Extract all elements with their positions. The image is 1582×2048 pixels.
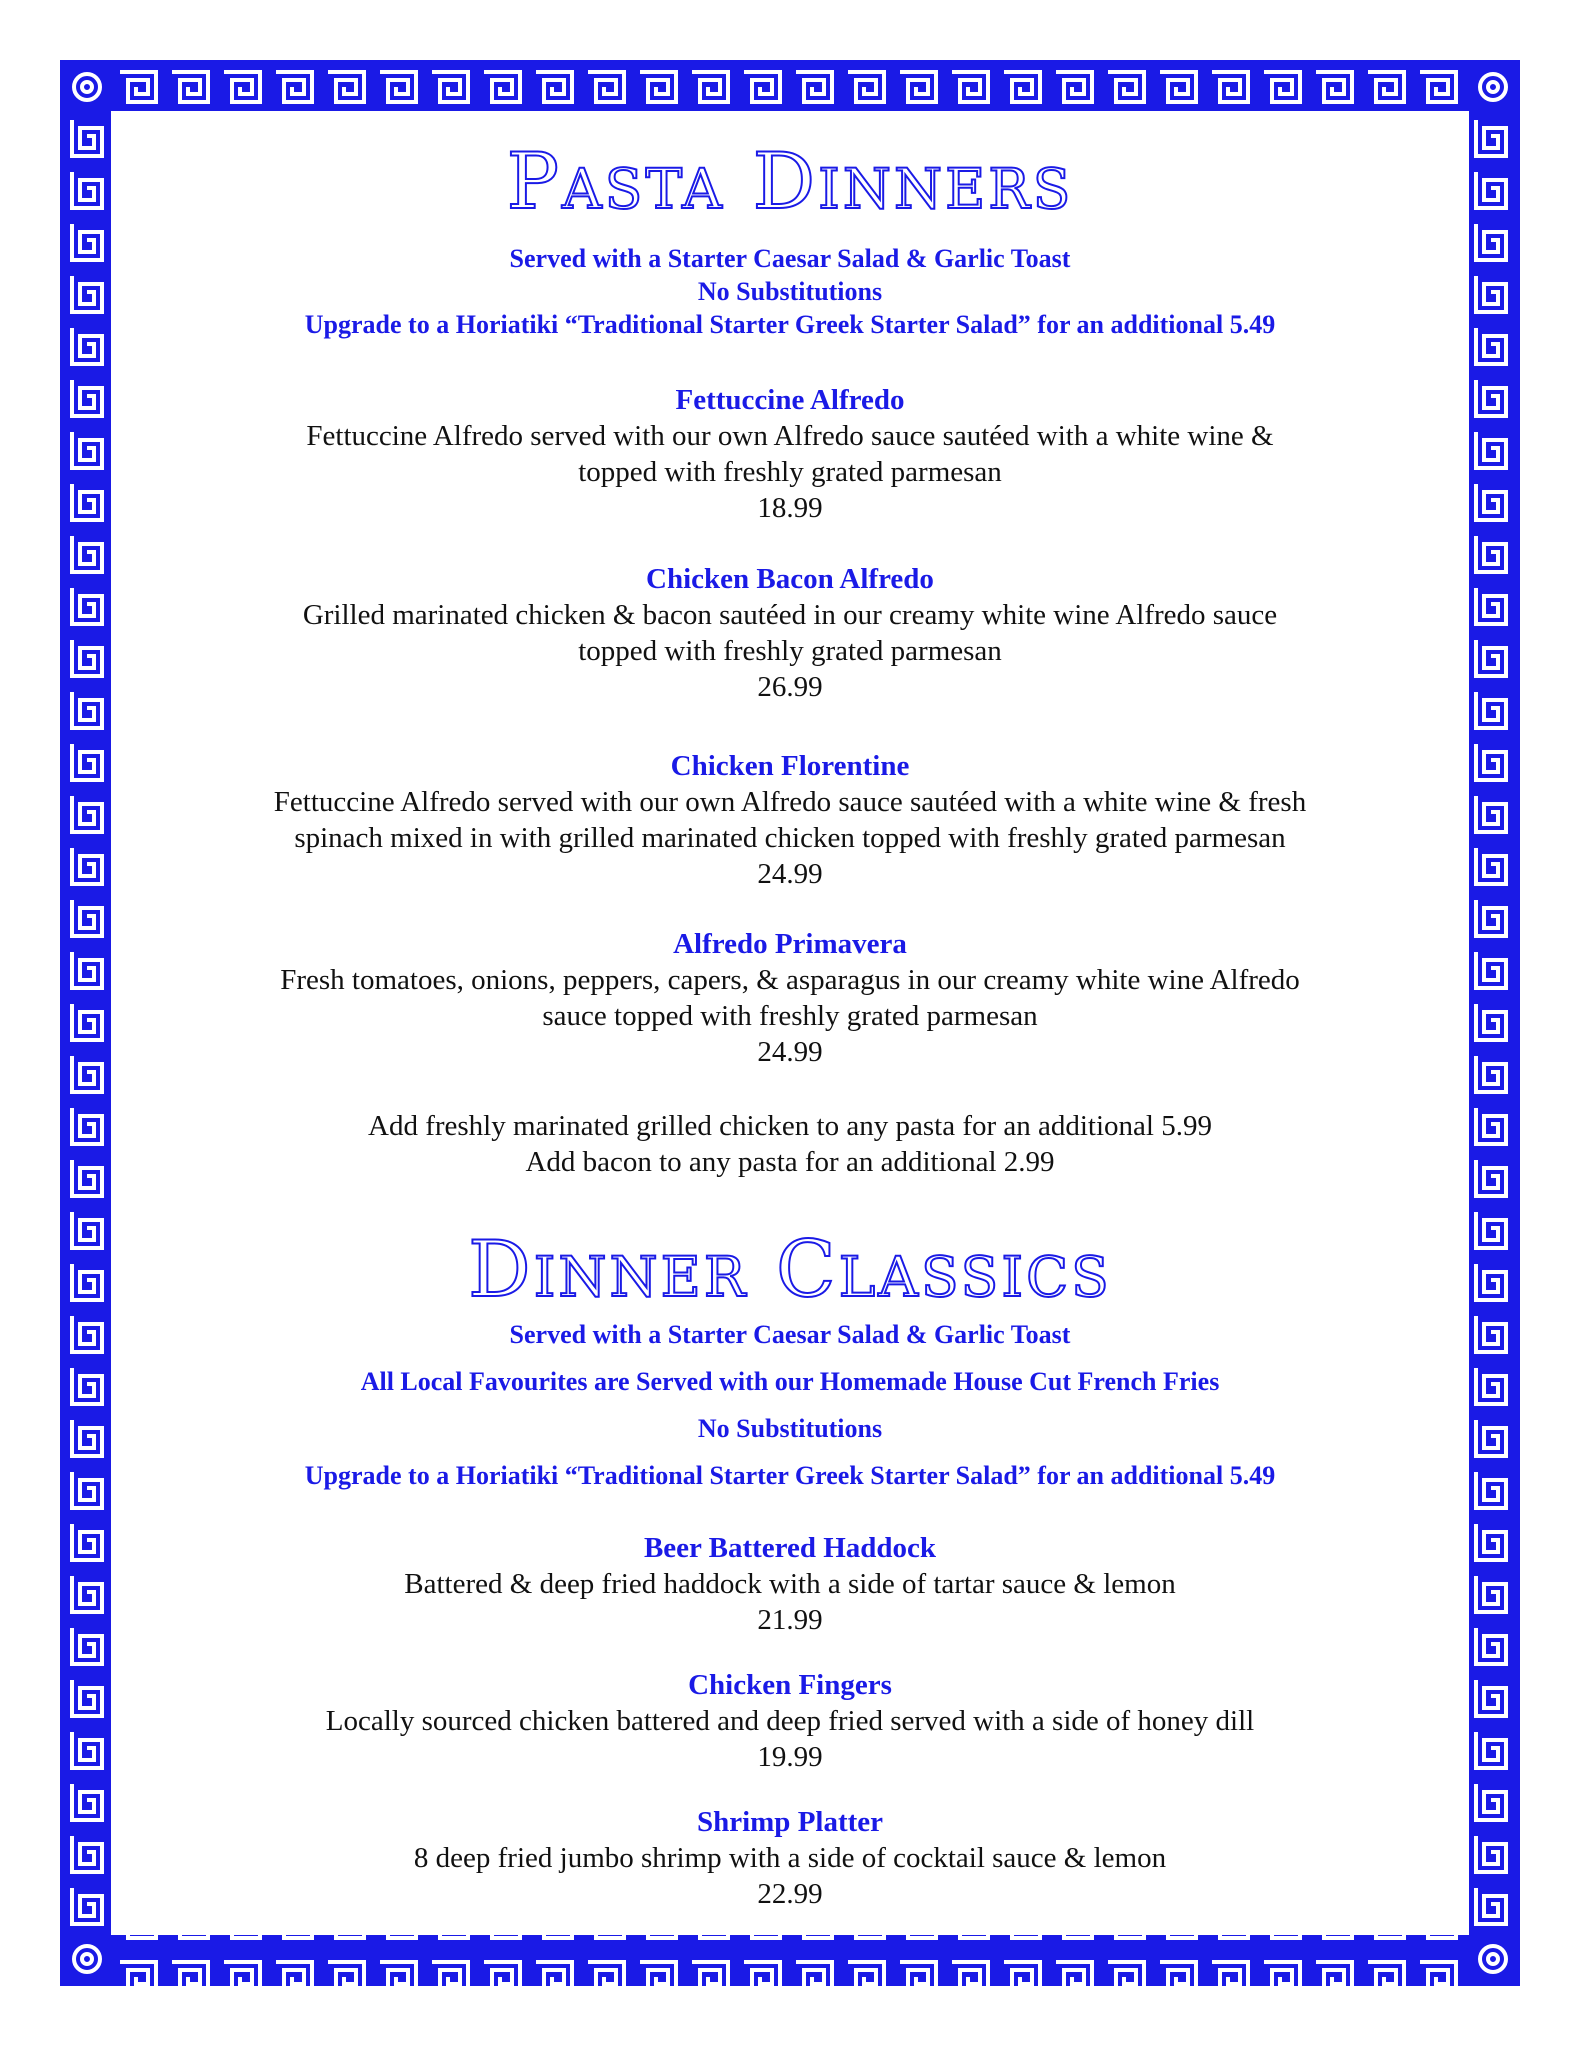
dish-description: Fettuccine Alfredo served with our own Alfredo sauce sautéed with a white wine & (306, 420, 1274, 452)
note-served-with: Served with a Starter Caesar Salad & Garlic Toast (509, 1320, 1071, 1349)
dish-price: 22.99 (757, 1878, 823, 1910)
dish-name: Alfredo Primavera (673, 928, 907, 960)
dish-description: topped with freshly grated parmesan (578, 635, 1002, 667)
dish-description: Battered & deep fried haddock with a side of tartar sauce & lemon (404, 1568, 1176, 1600)
section-title-pasta: Pasta Dinners (506, 137, 1074, 227)
dish-price: 24.99 (757, 1036, 823, 1068)
note-no-substitutions: No Substitutions (697, 277, 883, 306)
dish-name: Beer Battered Haddock (643, 1532, 937, 1564)
menu-item (114, 382, 1466, 526)
pasta-addons (114, 1108, 1466, 1180)
dish-name: Chicken Bacon Alfredo (646, 563, 934, 595)
dish-description: Locally sourced chicken battered and deep fried served with a side of honey dill (325, 1705, 1255, 1737)
note-no-substitutions: No Substitutions (697, 1414, 883, 1443)
note-fries: All Local Favourites are Served with our Homemade House Cut French Fries (360, 1367, 1220, 1396)
menu-item (114, 748, 1466, 892)
menu-item (114, 926, 1466, 1070)
dish-name: Shrimp Platter (696, 1806, 884, 1838)
note-served-with: Served with a Starter Caesar Salad & Garlic Toast (509, 244, 1071, 273)
dish-description: sauce topped with freshly grated parmesan (542, 1000, 1038, 1032)
dish-name: Chicken Florentine (670, 750, 910, 782)
addon-chicken: Add freshly marinated grilled chicken to any pasta for an additional 5.99 (368, 1110, 1212, 1142)
dish-description: Fresh tomatoes, onions, peppers, capers, & asparagus in our creamy white wine Alfredo (280, 964, 1300, 996)
note-upgrade: Upgrade to a Horiatiki “Traditional Starter Greek Starter Salad” for an additional 5.49 (304, 310, 1276, 339)
dish-price: 19.99 (757, 1741, 823, 1773)
menu-content (114, 114, 1466, 1932)
dish-price: 18.99 (757, 492, 823, 524)
dish-description: 8 deep fried jumbo shrimp with a side of cocktail sauce & lemon (413, 1842, 1167, 1874)
classics-notes (114, 1318, 1466, 1492)
dish-description: topped with freshly grated parmesan (578, 456, 1002, 488)
menu-item (114, 1804, 1466, 1912)
section-title-classics: Dinner Classics (468, 1225, 1112, 1315)
dish-price: 24.99 (757, 858, 823, 890)
menu-item (114, 1530, 1466, 1638)
pasta-notes (114, 242, 1466, 341)
menu-item (114, 561, 1466, 705)
dish-name: Fettuccine Alfredo (675, 384, 905, 416)
dish-name: Chicken Fingers (688, 1669, 892, 1701)
note-upgrade: Upgrade to a Horiatiki “Traditional Starter Greek Starter Salad” for an additional 5.49 (304, 1461, 1276, 1490)
dish-description: Grilled marinated chicken & bacon sautéed in our creamy white wine Alfredo sauce (302, 599, 1278, 631)
menu-item (114, 1667, 1466, 1775)
addon-bacon: Add bacon to any pasta for an additional 2.99 (525, 1146, 1055, 1178)
dish-price: 26.99 (757, 671, 823, 703)
dish-description: spinach mixed in with grilled marinated chicken topped with freshly grated parmesan (294, 822, 1286, 854)
dish-price: 21.99 (757, 1604, 823, 1636)
dish-description: Fettuccine Alfredo served with our own Alfredo sauce sautéed with a white wine & fresh (273, 786, 1307, 818)
